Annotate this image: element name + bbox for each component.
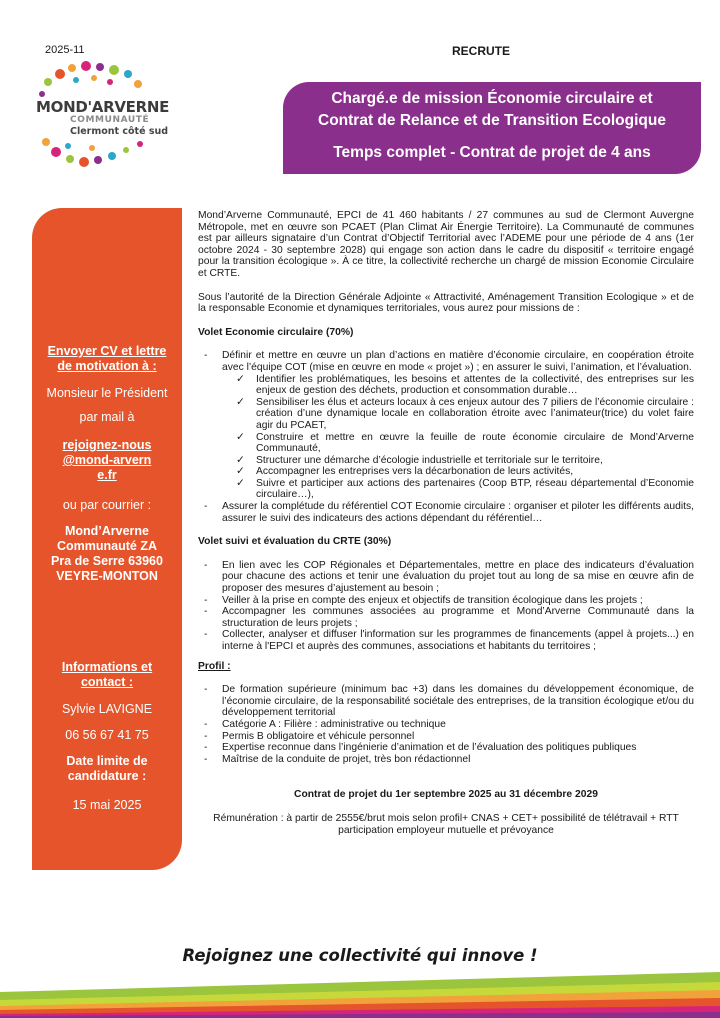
reference-date: 2025-11 <box>45 44 85 56</box>
list-item: - Maîtrise de la conduite de projet, très bon rédactionnel <box>204 753 471 765</box>
contract-type: Temps complet - Contrat de projet de 4 ans <box>333 144 651 161</box>
section-circular-economy-title: Volet Economie circulaire (70%) <box>198 326 354 338</box>
check-icon: ✓ <box>236 373 245 385</box>
list-item: ✓ Accompagner les entreprises vers la décarbonation de leurs activités, <box>236 466 574 478</box>
logo-subtitle: COMMUNAUTÉ <box>70 115 150 125</box>
list-item: - Catégorie A : Filière : administrative ou technique <box>204 718 446 730</box>
postal-address: Mond’Arverne Communauté ZA Pra de Serre 63960 VEYRE-MONTON <box>51 524 163 583</box>
list-item: ✓ Identifier les problématiques, les besoins et attentes de la collectivité, des entreprises sur les enjeux de gestion des déchets, production et consommation durable… <box>236 373 694 397</box>
recipient: Monsieur le Président <box>46 386 168 400</box>
check-icon: ✓ <box>236 396 245 408</box>
list-item: - Assurer la complétude du référentiel COT Economie circulaire : organiser et piloter les différents audits, assurer le suivi des indicateurs des actions dépendant du référentiel… <box>204 501 694 524</box>
email-link[interactable]: rejoignez-nous@mond-arverne.fr <box>62 438 152 482</box>
check-icon: ✓ <box>236 431 245 443</box>
slogan: Rejoignez une collectivité qui innove ! <box>182 946 538 965</box>
list-item: - Permis B obligatoire et véhicule personnel <box>204 730 415 742</box>
list-item: ✓ Suivre et participer aux actions des partenaires (Coop BTP, réseau départemental d’Economie circulaire…), <box>236 477 694 501</box>
check-icon: ✓ <box>236 477 245 489</box>
list-item: - Collecter, analyser et diffuser l'information sur les programmes de financements (appel à projets...) en interne à l'EPCI et auprès des communes, associations et habitants du territoires ; <box>204 629 694 652</box>
job-title-line1: Chargé.e de mission Économie circulaire et <box>331 90 653 107</box>
sidebar-panel <box>32 208 182 870</box>
list-item: - Définir et mettre en œuvre un plan d’actions en matière d’économie circulaire, en coopération étroite avec l’équipe COT (mise en œuvre en mode « projet ») ; en assurer le suivi, l’animation, et l’évaluation. <box>204 350 694 373</box>
list-item: ✓ Construire et mettre en œuvre la feuille de route économie circulaire de Mond’Arverne Communauté, <box>236 431 694 455</box>
section-crte-title: Volet suivi et évaluation du CRTE (30%) <box>198 536 392 548</box>
list-item: - Veiller à la prise en compte des enjeux et objectifs de transition écologique dans les projets ; <box>204 594 643 606</box>
check-icon: ✓ <box>236 466 245 478</box>
list-item: - Expertise reconnue dans l’ingénierie d’animation et de l’évaluation des politiques publiques <box>204 742 637 754</box>
job-title-line2: Contrat de Relance et de Transition Ecologique <box>318 112 666 129</box>
logo-location: Clermont côté sud <box>70 126 169 137</box>
logo <box>28 60 188 170</box>
salary-info: Rémunération : à partir de 2555€/brut mois selon profil+ CNAS + CET+ possibilité de télétravail + RTT participation employeur mutuelle et prévoyance <box>213 812 679 836</box>
list-item: ✓ Structurer une démarche d’écologie industrielle et territoriale sur le territoire, <box>236 454 603 466</box>
by-post: ou par courrier : <box>62 498 152 512</box>
contact-phone: 06 56 67 41 75 <box>65 728 149 742</box>
title-banner <box>283 82 701 174</box>
info-heading: Informations et contact : <box>61 660 153 689</box>
recrute-label: RECRUTE <box>452 44 511 58</box>
intro-paragraph: Mond’Arverne Communauté, EPCI de 41 460 habitants / 27 communes au sud de Clermont Auvergne Métropole, met en œuvre son PCAET (Plan Climat Air Énergie Territoire). La Communauté de communes est par ailleurs signataire d’un Contrat d’Objectif Territorial avec l’ADEME pour une période de 4 ans (1er octobre 2024 - 30 septembre 2028) qui engage son action dans le cadre du dispositif « territoire engagé pour la transition écologique ». À ce titre, la collectivité recherche un chargé de mission Economie Circulaire et CRTE. <box>198 210 694 279</box>
logo-name: MOND'ARVERNE <box>36 98 170 116</box>
authority-paragraph: Sous l’autorité de la Direction Générale Adjointe « Attractivité, Aménagement Transition Ecologique » et de la responsable Economie et dynamiques territoriales, vous aurez pour missions de : <box>198 291 694 315</box>
deadline-date: 15 mai 2025 <box>72 798 142 812</box>
check-icon: ✓ <box>236 454 245 466</box>
list-item: - En lien avec les COP Régionales et Départementales, mettre en place des indicateurs d’évaluation pour chacune des actions et tenir une évaluation du projet tout au long de sa mise en œuvre afin de proposer des mesures d’ajustement au besoin ; <box>204 559 694 595</box>
job-description <box>198 210 694 836</box>
deadline-label: Date limite de candidature : <box>66 754 148 783</box>
list-item: - De formation supérieure (minimum bac +3) dans les domaines du développement économique, de l’économie circulaire, de la responsabilité sociétale des entreprises, de la transition écologique et/ou du développement territorial <box>204 684 694 719</box>
list-item: - Accompagner les communes associées au programme et Mond’Arverne Communauté dans la structuration de leurs projets ; <box>204 606 694 629</box>
profile-title: Profil : <box>198 660 231 672</box>
apply-heading: Envoyer CV et lettre de motivation à : <box>47 344 167 373</box>
contact-name: Sylvie LAVIGNE <box>61 702 153 716</box>
contract-dates: Contrat de projet du 1er septembre 2025 au 31 décembre 2029 <box>294 789 598 801</box>
list-item: ✓ Sensibiliser les élus et acteurs locaux à ces enjeux autour des 7 piliers de l’économie circulaire : création d’une dynamique locale en collaboration étroite avec l’animateur(trice) du volet faire agir du PCAET, <box>236 396 694 431</box>
footer-stripe <box>0 968 720 1018</box>
by-mail: par mail à <box>79 410 135 424</box>
